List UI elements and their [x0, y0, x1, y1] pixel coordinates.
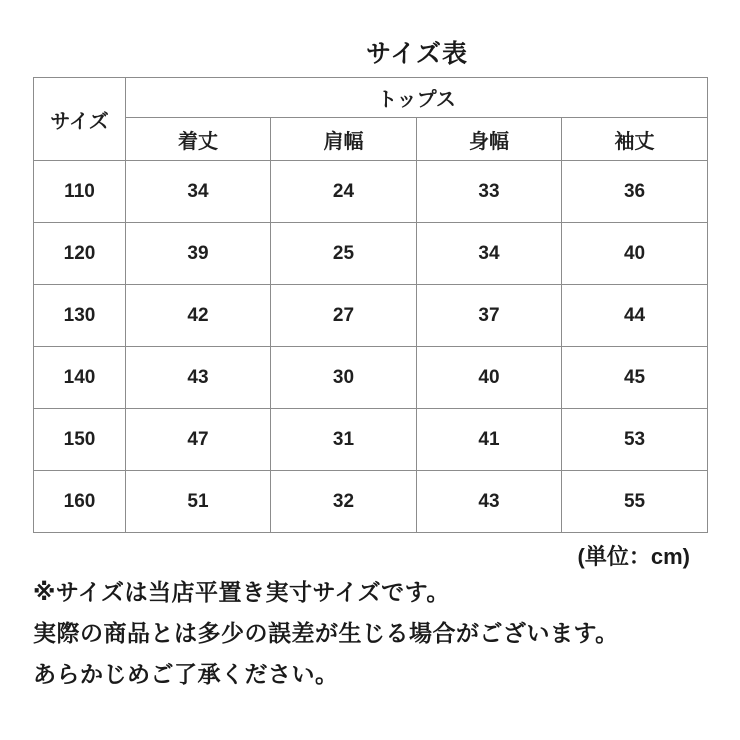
cell-value: 55: [562, 471, 708, 533]
page-title: サイズ表: [365, 40, 468, 68]
table-row: [34, 471, 708, 533]
note-line: 実際の商品とは多少の誤差が生じる場合がございます。: [33, 620, 619, 646]
cell-value: 34: [417, 223, 562, 285]
size-label: 110: [34, 161, 126, 223]
cell-value: 41: [417, 409, 562, 471]
cell-value: 43: [417, 471, 562, 533]
cell-value: 33: [417, 161, 562, 223]
cell-value: 42: [126, 285, 271, 347]
corner-header-size: サイズ: [34, 78, 126, 161]
table-row: [34, 223, 708, 285]
group-header-tops: トップス: [126, 78, 708, 118]
cell-value: 30: [271, 347, 417, 409]
cell-value: 53: [562, 409, 708, 471]
cell-value: 25: [271, 223, 417, 285]
cell-value: 32: [271, 471, 417, 533]
table-row: [34, 347, 708, 409]
column-header-width: 身幅: [417, 118, 562, 161]
cell-value: 47: [126, 409, 271, 471]
cell-value: 39: [126, 223, 271, 285]
cell-value: 43: [126, 347, 271, 409]
cell-value: 45: [562, 347, 708, 409]
size-label: 140: [34, 347, 126, 409]
cell-value: 31: [271, 409, 417, 471]
cell-value: 27: [271, 285, 417, 347]
size-label: 120: [34, 223, 126, 285]
size-label: 130: [34, 285, 126, 347]
footer-notes: [33, 572, 713, 695]
table-group-header-row: [34, 78, 708, 118]
table-row: [34, 409, 708, 471]
cell-value: 36: [562, 161, 708, 223]
note-line: ※サイズは当店平置き実寸サイズです。: [33, 579, 450, 605]
cell-value: 40: [562, 223, 708, 285]
column-header-shoulder: 肩幅: [271, 118, 417, 161]
cell-value: 24: [271, 161, 417, 223]
note-line: あらかじめご了承ください。: [33, 661, 339, 687]
unit-note: (単位：cm): [577, 544, 690, 569]
size-label: 160: [34, 471, 126, 533]
cell-value: 51: [126, 471, 271, 533]
cell-value: 40: [417, 347, 562, 409]
column-header-length: 着丈: [126, 118, 271, 161]
table-row: [34, 161, 708, 223]
cell-value: 34: [126, 161, 271, 223]
column-header-sleeve: 袖丈: [562, 118, 708, 161]
table-column-header-row: [34, 118, 708, 161]
cell-value: 37: [417, 285, 562, 347]
cell-value: 44: [562, 285, 708, 347]
table-row: [34, 285, 708, 347]
size-label: 150: [34, 409, 126, 471]
size-chart-table: [33, 77, 708, 533]
